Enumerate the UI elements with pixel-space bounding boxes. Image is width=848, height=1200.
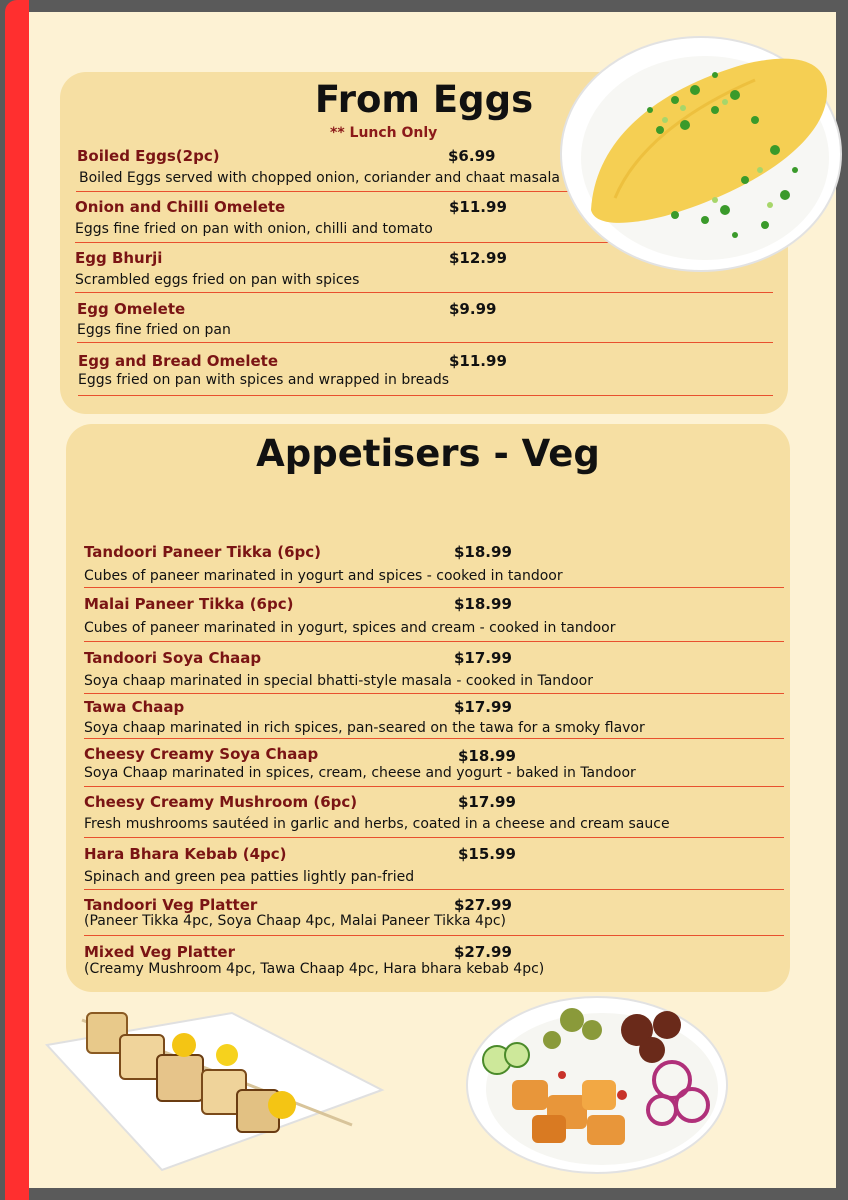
- item-name: Onion and Chilli Omelete: [75, 198, 286, 216]
- item-price: $11.99: [449, 198, 507, 216]
- item-desc: Fresh mushrooms sautéed in garlic and herbs, coated in a cheese and cream sauce: [84, 816, 670, 832]
- menu-item: [78, 352, 773, 396]
- lunch-note: ** Lunch Only: [330, 125, 438, 141]
- menu-item: [77, 300, 773, 343]
- item-price: $17.99: [458, 793, 516, 811]
- item-price: $6.99: [448, 147, 496, 165]
- item-name: Cheesy Creamy Mushroom (6pc): [84, 793, 358, 811]
- eggs-title: From Eggs: [314, 78, 534, 121]
- item-desc: Scrambled eggs fried on pan with spices: [75, 272, 360, 288]
- accent-bar: [5, 0, 29, 1200]
- item-name: Hara Bhara Kebab (4pc): [84, 845, 287, 863]
- item-desc: Soya chaap marinated in special bhatti-style masala - cooked in Tandoor: [84, 673, 593, 689]
- item-price: $17.99: [454, 649, 512, 667]
- menu-item: [84, 595, 784, 642]
- item-price: $27.99: [454, 896, 512, 914]
- item-name: Egg and Bread Omelete: [78, 352, 279, 370]
- item-desc: (Paneer Tikka 4pc, Soya Chaap 4pc, Malai Paneer Tikka 4pc): [84, 913, 506, 929]
- veg-platter-icon: [462, 985, 732, 1180]
- menu-item: [84, 896, 784, 936]
- omelette-plate-icon: [555, 20, 847, 280]
- item-price: $17.99: [454, 698, 512, 716]
- item-name: Tawa Chaap: [84, 698, 185, 716]
- item-desc: Cubes of paneer marinated in yogurt, spices and cream - cooked in tandoor: [84, 620, 616, 636]
- menu-item: [84, 793, 784, 838]
- item-name: Egg Omelete: [77, 300, 186, 318]
- item-name: Mixed Veg Platter: [84, 943, 235, 961]
- paneer-tikka-skewers-icon: [42, 995, 387, 1175]
- menu-item: [84, 943, 784, 979]
- item-name: Tandoori Paneer Tikka (6pc): [84, 543, 322, 561]
- item-desc: Eggs fine fried on pan: [77, 322, 231, 338]
- item-name: Tandoori Veg Platter: [84, 896, 258, 914]
- menu-item: [84, 845, 784, 890]
- item-price: $18.99: [454, 595, 512, 613]
- item-price: $12.99: [449, 249, 507, 267]
- item-desc: Spinach and green pea patties lightly pan-fried: [84, 869, 415, 885]
- item-desc: (Creamy Mushroom 4pc, Tawa Chaap 4pc, Hara bhara kebab 4pc): [84, 961, 545, 977]
- appetisers-title: Appetisers - Veg: [256, 432, 600, 475]
- item-price: $27.99: [454, 943, 512, 961]
- item-desc: Cubes of paneer marinated in yogurt and spices - cooked in tandoor: [84, 568, 563, 584]
- item-desc: Soya chaap marinated in rich spices, pan-seared on the tawa for a smoky flavor: [84, 720, 645, 736]
- item-price: $18.99: [454, 543, 512, 561]
- item-name: Egg Bhurji: [75, 249, 163, 267]
- item-price: $11.99: [449, 352, 507, 370]
- menu-item: [84, 698, 784, 739]
- appetisers-panel: [66, 424, 790, 992]
- item-desc: Eggs fried on pan with spices and wrapped in breads: [78, 372, 450, 388]
- menu-item: [84, 543, 784, 588]
- item-price: $9.99: [449, 300, 497, 318]
- menu-item: [84, 649, 784, 694]
- item-desc: Eggs fine fried on pan with onion, chilli and tomato: [75, 221, 433, 237]
- item-price: $15.99: [458, 845, 516, 863]
- item-name: Tandoori Soya Chaap: [84, 649, 262, 667]
- item-name: Malai Paneer Tikka (6pc): [84, 595, 294, 613]
- item-price: $18.99: [458, 747, 516, 765]
- item-desc: Soya Chaap marinated in spices, cream, cheese and yogurt - baked in Tandoor: [84, 765, 636, 781]
- item-desc: Boiled Eggs served with chopped onion, coriander and chaat masala: [79, 170, 560, 186]
- item-name: Cheesy Creamy Soya Chaap: [84, 745, 319, 763]
- menu-item: [84, 745, 784, 787]
- item-name: Boiled Eggs(2pc): [77, 147, 220, 165]
